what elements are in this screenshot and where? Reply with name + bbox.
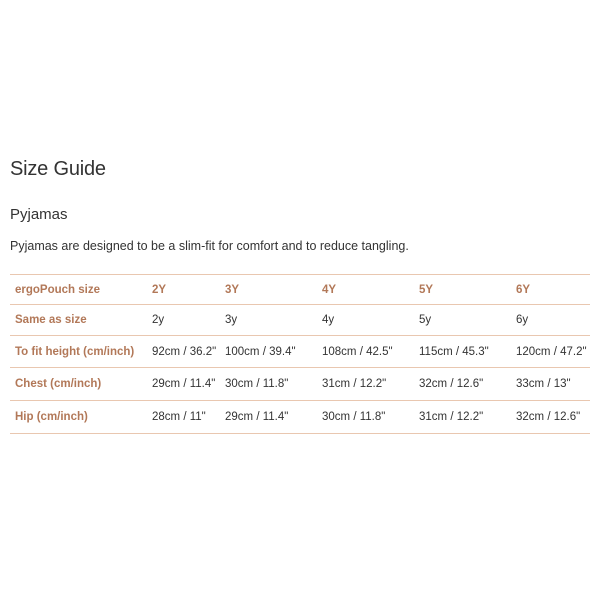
column-header: 3Y <box>225 283 240 296</box>
row-label: Chest (cm/inch) <box>15 378 102 390</box>
table-cell: 115cm / 45.3" <box>419 345 489 358</box>
table-cell: 31cm / 12.2" <box>419 411 484 423</box>
table-cell: 2y <box>152 314 165 326</box>
table-cell: 32cm / 12.6" <box>516 411 581 423</box>
table-row <box>10 336 590 368</box>
description: Pyjamas are designed to be a slim-fit for comfort and to reduce tangling. <box>10 239 409 253</box>
table-cell: 31cm / 12.2" <box>322 378 387 390</box>
table-cell: 33cm / 13" <box>516 378 571 390</box>
row-label: To fit height (cm/inch) <box>15 345 135 358</box>
row-label: Same as size <box>15 314 87 326</box>
table-cell: 3y <box>225 314 238 326</box>
row-label: Hip (cm/inch) <box>15 411 88 423</box>
table-cell: 108cm / 42.5" <box>322 345 393 358</box>
table-cell: 28cm / 11" <box>152 411 206 423</box>
table-cell: 29cm / 11.4" <box>225 411 289 423</box>
size-table <box>10 274 590 434</box>
table-cell: 29cm / 11.4" <box>152 378 216 390</box>
page-title: Size Guide <box>10 158 106 180</box>
table-cell: 32cm / 12.6" <box>419 378 484 390</box>
table-cell: 4y <box>322 314 335 326</box>
column-header: 5Y <box>419 283 434 296</box>
column-header: 2Y <box>152 283 167 296</box>
section-title: Pyjamas <box>10 206 68 223</box>
table-row <box>10 368 590 401</box>
table-cell: 120cm / 47.2" <box>516 345 587 358</box>
table-row <box>10 401 590 434</box>
column-header: 6Y <box>516 283 531 296</box>
table-cell: 30cm / 11.8" <box>225 378 289 390</box>
table-row <box>10 305 590 336</box>
table-cell: 92cm / 36.2" <box>152 345 217 358</box>
table-cell: 5y <box>419 314 432 326</box>
table-cell: 100cm / 39.4" <box>225 345 296 358</box>
header-label: ergoPouch size <box>15 283 100 296</box>
column-header: 4Y <box>322 283 337 296</box>
table-cell: 6y <box>516 314 529 326</box>
table-cell: 30cm / 11.8" <box>322 411 386 423</box>
table-header-row <box>10 275 590 305</box>
